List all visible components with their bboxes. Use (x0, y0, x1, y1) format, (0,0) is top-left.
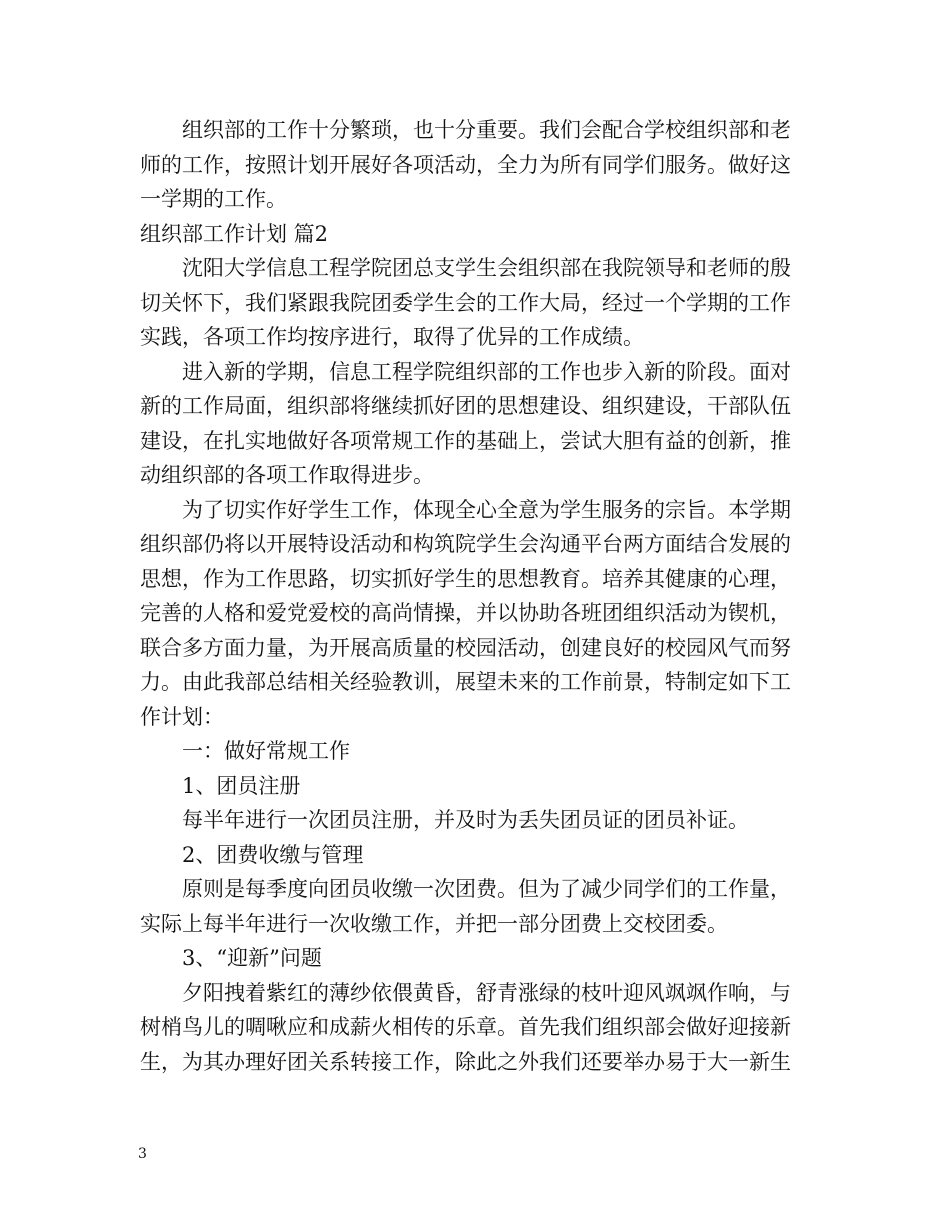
paragraph-line: 组织部的工作十分繁琐，也十分重要。我们会配合学校组织部和老 (182, 118, 791, 142)
paragraph-line: 切关怀下，我们紧跟我院团委学生会的工作大局，经过一个学期的工作 (140, 290, 791, 315)
paragraph-line: 建设，在扎实地做好各项常规工作的基础上，尝试大胆有益的创新，推 (140, 428, 791, 453)
paragraph-line: 每半年进行一次团员注册，并及时为丢失团员证的团员补证。 (182, 808, 749, 832)
section-heading: 组织部工作计划 篇2 (140, 221, 329, 246)
paragraph-line: 进入新的学期，信息工程学院组织部的工作也步入新的阶段。面对 (182, 359, 791, 384)
paragraph-line: 树梢鸟儿的啁啾应和成薪火相传的乐章。首先我们组织部会做好迎接新 (140, 1015, 791, 1039)
paragraph-line: 力。由此我部总结相关经验教训，展望未来的工作前景，特制定如下工 (140, 670, 791, 694)
paragraph-line: 生，为其办理好团关系转接工作，除此之外我们还要举办易于大一新生 (140, 1049, 791, 1074)
paragraph-line: 为了切实作好学生工作，体现全心全意为学生服务的宗旨。本学期 (182, 497, 791, 522)
paragraph-line: 师的工作，按照计划开展好各项活动，全力为所有同学们服务。做好这 (140, 152, 791, 177)
list-item-heading: 3、“迎新”问题 (182, 946, 322, 970)
paragraph-line: 思想，作为工作思路，切实抓好学生的思想教育。培养其健康的心理， (140, 566, 791, 591)
paragraph-line: 联合多方面力量，为开展高质量的校园活动，创建良好的校园风气而努 (140, 635, 791, 660)
paragraph-line: 作计划： (140, 704, 224, 729)
paragraph-line: 一学期的工作。 (140, 187, 287, 211)
paragraph-line: 沈阳大学信息工程学院团总支学生会组织部在我院领导和老师的殷 (182, 256, 791, 280)
paragraph-line: 原则是每季度向团员收缴一次团费。但为了减少同学们的工作量， (182, 877, 791, 901)
paragraph-line: 动组织部的各项工作取得进步。 (140, 463, 434, 487)
paragraph-line: 完善的人格和爱党爱校的高尚情操，并以协助各班团组织活动为锲机， (140, 601, 791, 625)
paragraph-line: 组织部仍将以开展特设活动和构筑院学生会沟通平台两方面结合发展的 (140, 532, 791, 556)
list-item-heading: 2、团费收缴与管理 (182, 842, 364, 867)
document-body (140, 113, 820, 1079)
list-item-heading: 1、团员注册 (182, 773, 301, 798)
list-heading: 一：做好常规工作 (182, 739, 350, 763)
paragraph-line: 实际上每半年进行一次收缴工作，并把一部分团费上交校团委。 (140, 911, 728, 936)
page-number: 3 (138, 1146, 147, 1162)
paragraph-line: 实践，各项工作均按序进行，取得了优异的工作成绩。 (140, 325, 644, 349)
paragraph-line: 新的工作局面，组织部将继续抓好团的思想建设、组织建设，干部队伍 (140, 394, 791, 418)
paragraph-line: 夕阳拽着紫红的薄纱依偎黄昏，舒青涨绿的枝叶迎风飒飒作响，与 (182, 980, 791, 1005)
